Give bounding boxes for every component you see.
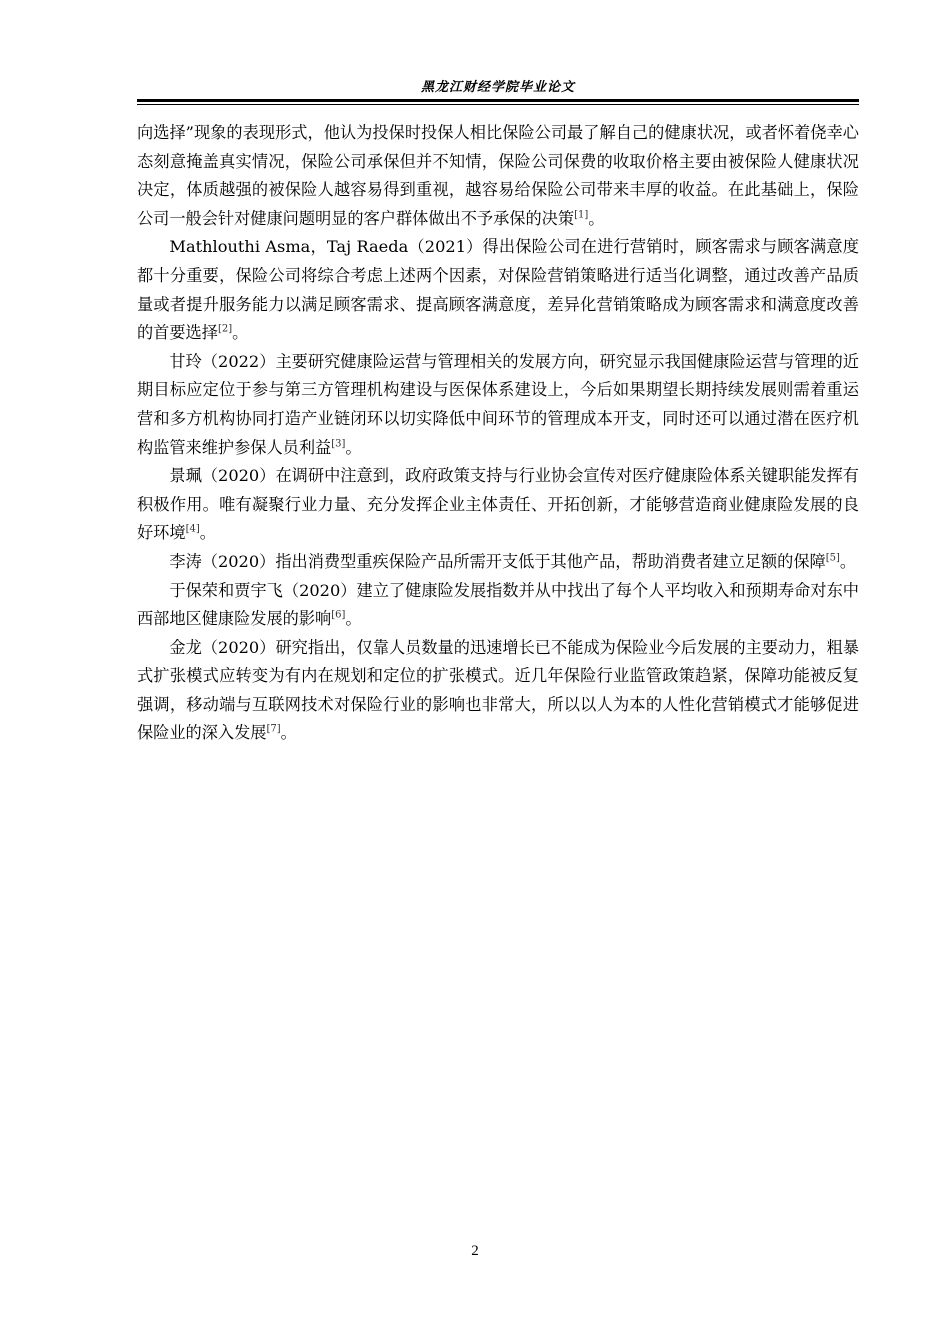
paragraph-text: 李涛（2020）指出消费型重疾保险产品所需开支低于其他产品，帮助消费者建立足额的保障 (169, 551, 826, 571)
page-number: 2 (471, 1243, 479, 1259)
paragraph-text: 金龙（2020）研究指出，仅靠人员数量的迅速增长已不能成为保险业今后发展的主要动力，粗暴式扩张模式应转变为有内在规划和定位的扩张模式。近几年保险行业监管政策趋紧，保障功能被反复强调，移动端与互联网技术对保险行业的影响也非常大，所以以人为本的人性化营销模式才能够促进保险业的深入发展 (137, 637, 859, 743)
body-text (137, 119, 859, 748)
citation-mark: [1] (574, 209, 589, 221)
paragraph-text: 甘玲（2022）主要研究健康险运营与管理相关的发展方向，研究显示我国健康险运营与管理的近期目标应定位于参与第三方管理机构建设与医保体系建设上，今后如果期望长期持续发展则需着重运营和多方机构协同打造产业链闭环以切实降低中间环节的管理成本开支，同时还可以通过潜在医疗机构监管来维护参保人员利益 (137, 351, 859, 457)
paragraph (137, 548, 859, 577)
header-rule-thin (137, 104, 859, 105)
paragraph (137, 462, 859, 548)
paragraph (137, 348, 859, 462)
paragraph-tail: 。 (588, 208, 605, 228)
paragraph-tail: 。 (345, 609, 362, 629)
citation-mark: [6] (331, 609, 346, 621)
paragraph-text: Mathlouthi Asma，Taj Raeda（2021）得出保险公司在进行营销时，顾客需求与顾客满意度都十分重要，保险公司将综合考虑上述两个因素，对保险营销策略进行适当化调整，通过改善产品质量或者提升服务能力以满足顾客需求、提高顾客满意度，差异化营销策略成为顾客需求和满意度改善的首要选择 (137, 237, 859, 343)
paragraph-tail: 。 (345, 437, 362, 457)
paragraph (137, 233, 859, 347)
paragraph (137, 577, 859, 634)
paragraph (137, 119, 859, 233)
header-rule-thick (137, 99, 859, 102)
paragraph-text: 景珮（2020）在调研中注意到，政府政策支持与行业协会宣传对医疗健康险体系关键职能发挥有积极作用。唯有凝聚行业力量、充分发挥企业主体责任、开拓创新，才能够营造商业健康险发展的良好环境 (137, 466, 859, 543)
paragraph-tail: 。 (839, 551, 857, 571)
paragraph-text: 于保荣和贾宇飞（2020）建立了健康险发展指数并从中找出了每个人平均收入和预期寿命对东中西部地区健康险发展的影响 (137, 580, 859, 629)
paragraph-tail: 。 (280, 723, 297, 743)
citation-mark: [2] (217, 323, 233, 335)
header-title: 黑龙江财经学院毕业论文 (420, 80, 575, 95)
paragraph (137, 634, 859, 748)
citation-mark: [3] (331, 438, 346, 450)
citation-mark: [7] (266, 724, 281, 736)
paragraph-tail: 。 (199, 523, 216, 543)
paragraph-text: 向选择”现象的表现形式，他认为投保时投保人相比保险公司最了解自己的健康状况，或者怀着侥幸心态刻意掩盖真实情况，保险公司承保但并不知情，保险公司保费的收取价格主要由被保险人健康状况决定，体质越强的被保险人越容易得到重视，越容易给保险公司带来丰厚的收益。在此基础上，保险公司一般会针对健康问题明显的客户群体做出不予承保的决策 (137, 123, 859, 228)
page-header (137, 78, 859, 106)
citation-mark: [5] (825, 552, 840, 564)
citation-mark: [4] (185, 523, 200, 535)
paragraph-tail: 。 (232, 323, 249, 343)
